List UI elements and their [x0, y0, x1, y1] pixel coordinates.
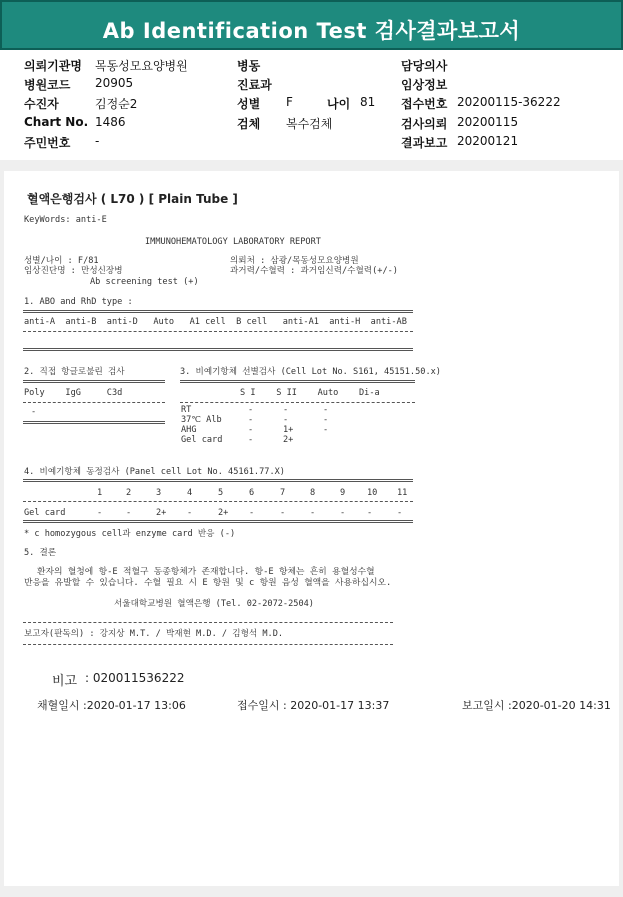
section-4-title: 4. 비예기항체 동정검사 (Panel cell Lot No. 45161.77.X) — [24, 467, 285, 477]
header-value: 20200121 — [457, 134, 519, 148]
rule — [23, 310, 413, 313]
collected-time: 채혈일시 :2020-01-17 13:06 — [37, 699, 186, 712]
panel-column: 2 — [126, 488, 132, 498]
screening-cell: - — [323, 405, 329, 415]
report-title: Ab Identification Test 검사결과보고서 — [102, 19, 521, 43]
blood-bank: 서울대학교병원 혈액은행 (Tel. 02-2072-2504) — [114, 599, 314, 609]
age-value: 81 — [360, 95, 376, 109]
rule — [23, 380, 165, 383]
header-label: Chart No. — [24, 115, 89, 129]
rule — [23, 348, 413, 351]
requester: 의뢰처 : 삼광/목동성모요양병원 — [230, 256, 359, 266]
panel-cell: - — [340, 508, 346, 518]
header-label: 결과보고 — [401, 136, 448, 150]
panel-cell: - — [280, 508, 286, 518]
panel-column: 11 — [397, 488, 408, 498]
panel-cell: - — [126, 508, 132, 518]
panel-column: 4 — [187, 488, 193, 498]
reporters: 보고자(판독의) : 강지상 M.T. / 박재현 M.D. / 김형석 M.D. — [24, 629, 284, 639]
title-bar — [0, 0, 623, 50]
screening-header: S I S II Auto Di-a — [240, 388, 380, 398]
header-value: 20905 — [95, 76, 134, 90]
screening-cell: 1+ — [283, 425, 294, 435]
note-value: : 020011536222 — [85, 671, 185, 685]
received-time: 접수일시 : 2020-01-17 13:37 — [237, 699, 390, 712]
header-value: 20200115 — [457, 115, 519, 129]
screening-cell: 2+ — [283, 435, 294, 445]
screening-row-label: Gel card — [181, 435, 223, 445]
panel-cell: - — [249, 508, 255, 518]
conclusion-line-2: 반응을 유발할 수 있습니다. 수혈 필요 시 E 항원 및 c 항원 음성 혈액을 사용하십시오. — [24, 578, 392, 588]
header-label: 임상정보 — [401, 78, 448, 92]
rule — [23, 421, 165, 424]
rule — [23, 622, 393, 623]
screening-cell: - — [248, 415, 254, 425]
screening-cell: - — [283, 415, 289, 425]
header-value: 1486 — [95, 115, 126, 129]
panel-cell: - — [310, 508, 316, 518]
screening-cell: - — [248, 405, 254, 415]
section-5-title: 5. 결론 — [24, 548, 57, 558]
rule — [180, 380, 415, 383]
panel-cell: - — [187, 508, 193, 518]
panel-row-label: Gel card — [24, 508, 66, 518]
rule — [23, 520, 413, 523]
screening-row-label: AHG — [181, 425, 197, 435]
rule — [23, 644, 393, 645]
header-label: 병동 — [237, 59, 261, 73]
diagnosis: 임상진단명 : 만성신장병 — [24, 266, 123, 276]
panel-cell: 2+ — [218, 508, 229, 518]
panel-column: 10 — [367, 488, 378, 498]
screening-row-label: RT — [181, 405, 192, 415]
screening-cell: - — [283, 405, 289, 415]
lab-title: IMMUNOHEMATOLOGY LABORATORY REPORT — [145, 237, 321, 247]
rule — [23, 501, 413, 502]
keywords: KeyWords: anti-E — [24, 215, 107, 225]
panel-column: 5 — [218, 488, 224, 498]
rule — [23, 402, 165, 403]
history: 과거력/수혈력 : 과거임신력/수혈력(+/-) — [230, 266, 398, 276]
header-label: 진료과 — [237, 78, 272, 92]
rule — [23, 479, 413, 482]
dat-columns: Poly IgG C3d — [24, 388, 123, 398]
header-value: 목동성모요양병원 — [95, 59, 188, 73]
panel-column: 9 — [340, 488, 346, 498]
age-label: 나이 — [327, 97, 351, 111]
panel-column: 8 — [310, 488, 316, 498]
rule — [180, 402, 415, 403]
screening-cell: - — [248, 435, 254, 445]
header-label: 검체 — [237, 117, 261, 131]
sex-age: 성별/나이 : F/81 — [24, 256, 99, 266]
section-1-title: 1. ABO and RhD type : — [24, 297, 133, 307]
report-heading: 혈액은행검사 ( L70 ) [ Plain Tube ] — [27, 192, 238, 206]
conclusion-line-1: 환자의 혈청에 항-E 적혈구 동종항체가 존재합니다. 항-E 항체는 흔히 용혈성수혈 — [37, 567, 375, 577]
header-label: 수진자 — [24, 97, 59, 111]
screening-cell: - — [323, 415, 329, 425]
header-value: F — [286, 95, 293, 109]
header-value: - — [95, 134, 100, 148]
note-label: 비고 — [52, 674, 78, 689]
panel-cell: - — [97, 508, 103, 518]
section-2-title: 2. 직접 항글로불린 검사 — [24, 367, 125, 377]
panel-cell: - — [397, 508, 403, 518]
dat-value: - — [31, 407, 37, 417]
panel-cell: 2+ — [156, 508, 167, 518]
section-3-title: 3. 비예기항체 선별검사 (Cell Lot No. S161, 45151.50.x) — [180, 367, 441, 377]
header-label: 접수번호 — [401, 97, 448, 111]
screening-row-label: 37℃ Alb — [181, 415, 222, 425]
screening-cell: - — [323, 425, 329, 435]
header-label: 주민번호 — [24, 136, 71, 150]
reported-time: 보고일시 :2020-01-20 14:31 — [462, 699, 611, 712]
header-label: 담당의사 — [401, 59, 448, 73]
panel-column: 3 — [156, 488, 162, 498]
panel-cell: - — [367, 508, 373, 518]
abo-columns: anti-A anti-B anti-D Auto A1 cell B cell anti-A1 anti-H anti-AB — [24, 317, 407, 327]
screening-cell: - — [248, 425, 254, 435]
screening: Ab screening test (+) — [90, 277, 199, 287]
panel-column: 7 — [280, 488, 286, 498]
header-label: 의뢰기관명 — [24, 59, 82, 73]
header-label: 성별 — [237, 97, 261, 111]
panel-note: * c homozygous cell과 enzyme card 반응 (-) — [24, 529, 236, 539]
panel-column: 1 — [97, 488, 103, 498]
header-label: 병원코드 — [24, 78, 71, 92]
header-value: 김정순2 — [95, 97, 138, 111]
header-value: 20200115-36222 — [457, 95, 561, 109]
header-value: 복수검체 — [286, 117, 333, 131]
panel-column: 6 — [249, 488, 255, 498]
rule — [23, 331, 413, 332]
header-label: 검사의뢰 — [401, 117, 448, 131]
